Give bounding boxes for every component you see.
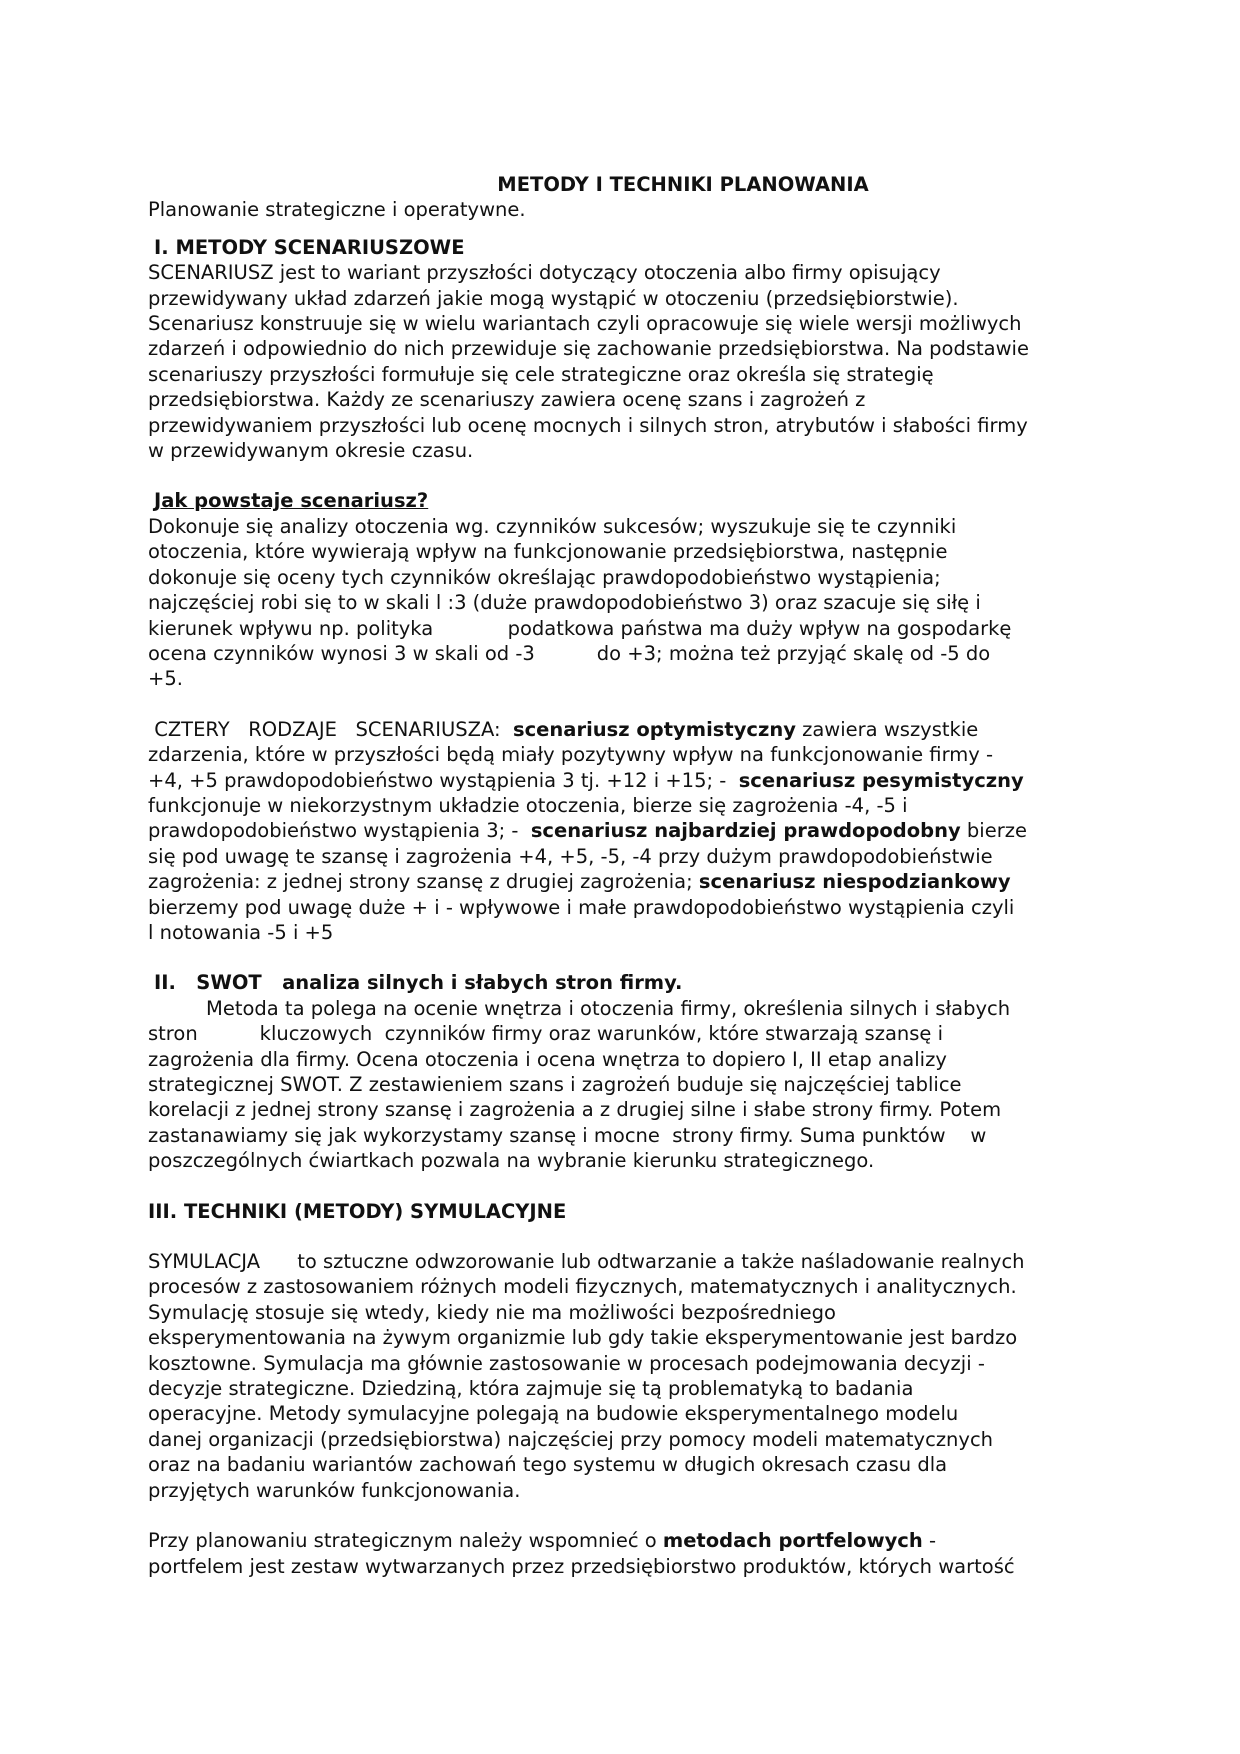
paragraph-swot	[148, 996, 1098, 1174]
section-heading-swot: II. SWOT analiza silnych i słabych stron firmy.	[154, 971, 683, 995]
text-line: poszczególnych ćwiartkach pozwala na wybranie kierunku strategicznego.	[148, 1149, 875, 1173]
text-line: Symulację stosuje się wtedy, kiedy nie ma możliwości bezpośredniego	[148, 1300, 836, 1324]
text-line: procesów z zastosowaniem różnych modeli fizycznych, matematycznych i analitycznych.	[148, 1275, 1017, 1299]
text-line: l notowania -5 i +5	[148, 920, 334, 944]
text-line: eksperymentowania na żywym organizmie lub gdy takie eksperymentowanie jest bardzo	[148, 1326, 1018, 1350]
text-line: Dokonuje się analizy otoczenia wg. czynników sukcesów; wyszukuje się te czynniki	[148, 514, 957, 538]
text-line: zastanawiamy się jak wykorzystamy szansę i mocne strony firmy. Suma punktów w	[148, 1123, 987, 1147]
text-line: Metoda ta polega na ocenie wnętrza i otoczenia firmy, określenia silnych i słabych	[206, 996, 1011, 1020]
text-line: SCENARIUSZ jest to wariant przyszłości dotyczący otoczenia albo firmy opisujący	[148, 261, 941, 285]
text-line: +5.	[148, 667, 183, 691]
text-run: +4, +5 prawdopodobieństwo wystąpienia 3 tj. +12 i +15; -	[148, 768, 739, 792]
text-line: oraz na badaniu wariantów zachowań tego systemu w długich okresach czasu dla	[148, 1453, 948, 1477]
document-body	[148, 172, 1098, 1579]
text-line: przyjętych warunków funkcjonowania.	[148, 1478, 521, 1502]
text-run: zawiera wszystkie	[795, 717, 979, 741]
subheading-how-scenario-is-created: Jak powstaje scenariusz?	[154, 489, 429, 513]
text-line: przewidywany układ zdarzeń jakie mogą wystąpić w otoczeniu (przedsiębiorstwie).	[148, 286, 959, 310]
text-line: funkcjonuje w niekorzystnym układzie otoczenia, bierze się zagrożenia -4, -5 i	[148, 793, 908, 817]
text-line: przedsiębiorstwa. Każdy ze scenariuszy zawiera ocenę szans i zagrożeń z	[148, 388, 866, 412]
text-run: bierze	[960, 819, 1027, 843]
text-line	[148, 717, 1098, 742]
text-line: SYMULACJA to sztuczne odwzorowanie lub odtwarzanie a także naśladowanie realnych	[148, 1250, 1025, 1274]
text-line	[148, 818, 1098, 843]
term-surprise-scenario: scenariusz niespodziankowy	[698, 870, 1011, 894]
text-run: CZTERY RODZAJE SCENARIUSZA:	[148, 717, 514, 741]
text-line: kosztowne. Symulacja ma głównie zastosowanie w procesach podejmowania decyzji -	[148, 1351, 985, 1375]
text-run: zagrożenia: z jednej strony szansę z drugiej zagrożenia;	[148, 870, 699, 894]
text-line: zdarzeń i odpowiednio do nich przewiduje się zachowanie przedsiębiorstwa. Na podstawie	[148, 337, 1029, 361]
text-line: najczęściej robi się to w skali l :3 (duże prawdopodobieństwo 3) oraz szacuje się siłę i	[148, 591, 981, 615]
section-heading-scenario-methods: I. METODY SCENARIUSZOWE	[154, 235, 465, 259]
text-run: -	[922, 1529, 936, 1553]
term-pessimistic-scenario: scenariusz pesymistyczny	[738, 768, 1024, 792]
document-subtitle: Planowanie strategiczne i operatywne.	[148, 198, 526, 222]
text-line: portfelem jest zestaw wytwarzanych przez przedsiębiorstwo produktów, których wartość	[148, 1554, 1015, 1578]
text-line: stron kluczowych czynników firmy oraz warunków, które stwarzają szansę i	[148, 1022, 944, 1046]
term-portfolio-methods: metodach portfelowych	[662, 1529, 923, 1553]
text-run: prawdopodobieństwo wystąpienia 3; -	[148, 819, 531, 843]
text-line	[148, 768, 1098, 793]
text-line: zdarzenia, które w przyszłości będą miały pozytywny wpływ na funkcjonowanie firmy -	[148, 743, 994, 767]
text-line: Scenariusz konstruuje się w wielu wariantach czyli opracowuje się wiele wersji możliwych	[148, 312, 1022, 336]
text-line: decyzje strategiczne. Dziedziną, która zajmuje się tą problematyką to badania	[148, 1377, 914, 1401]
text-run: Przy planowaniu strategicznym należy wspomnieć o	[148, 1529, 663, 1553]
section-heading-simulation: III. TECHNIKI (METODY) SYMULACYJNE	[148, 1199, 567, 1223]
text-line: ocena czynników wynosi 3 w skali od -3 do +3; można też przyjąć skalę od -5 do	[148, 641, 991, 665]
text-line: otoczenia, które wywierają wpływ na funkcjonowanie przedsiębiorstwa, następnie	[148, 540, 948, 564]
text-line: scenariuszy przyszłości formułuje się cele strategiczne oraz określa się strategię	[148, 362, 934, 386]
paragraph-four-scenario-types	[148, 717, 1098, 946]
text-line: przewidywaniem przyszłości lub ocenę mocnych i silnych stron, atrybutów i słabości firmy	[148, 413, 1028, 437]
text-line	[148, 1528, 1098, 1553]
text-line	[148, 869, 1098, 894]
text-line: w przewidywanym okresie czasu.	[148, 439, 474, 463]
text-line: bierzemy pod uwagę duże + i - wpływowe i małe prawdopodobieństwo wystąpienia czyli	[148, 895, 1015, 919]
document-title: METODY I TECHNIKI PLANOWANIA	[497, 173, 869, 196]
text-line: danej organizacji (przedsiębiorstwa) najczęściej przy pomocy modeli matematycznych	[148, 1427, 994, 1451]
paragraph-scenario-creation	[148, 514, 1098, 692]
paragraph-portfolio-methods	[148, 1528, 1098, 1579]
text-line: dokonuje się oceny tych czynników określając prawdopodobieństwo wystąpienia;	[148, 565, 941, 589]
paragraph-simulation	[148, 1249, 1098, 1503]
term-optimistic-scenario: scenariusz optymistyczny	[513, 717, 796, 741]
text-line: kierunek wpływu np. polityka podatkowa państwa ma duży wpływ na gospodarkę	[148, 616, 1012, 640]
text-line: strategicznej SWOT. Z zestawieniem szans i zagrożeń buduje się najczęściej tablice	[148, 1073, 962, 1096]
paragraph-scenario-definition	[148, 260, 1098, 463]
term-most-probable-scenario: scenariusz najbardziej prawdopodobny	[530, 819, 961, 843]
text-line: korelacji z jednej strony szansę i zagrożenia a z drugiej silne i słabe strony firmy. Potem	[148, 1098, 1002, 1122]
text-line: się pod uwagę te szansę i zagrożenia +4, +5, -5, -4 przy dużym prawdopodobieństwie	[148, 844, 993, 868]
text-line: operacyjne. Metody symulacyjne polegają na budowie eksperymentalnego modelu	[148, 1402, 959, 1426]
text-line: zagrożenia dla firmy. Ocena otoczenia i ocena wnętrza to dopiero I, II etap analizy	[148, 1047, 947, 1071]
